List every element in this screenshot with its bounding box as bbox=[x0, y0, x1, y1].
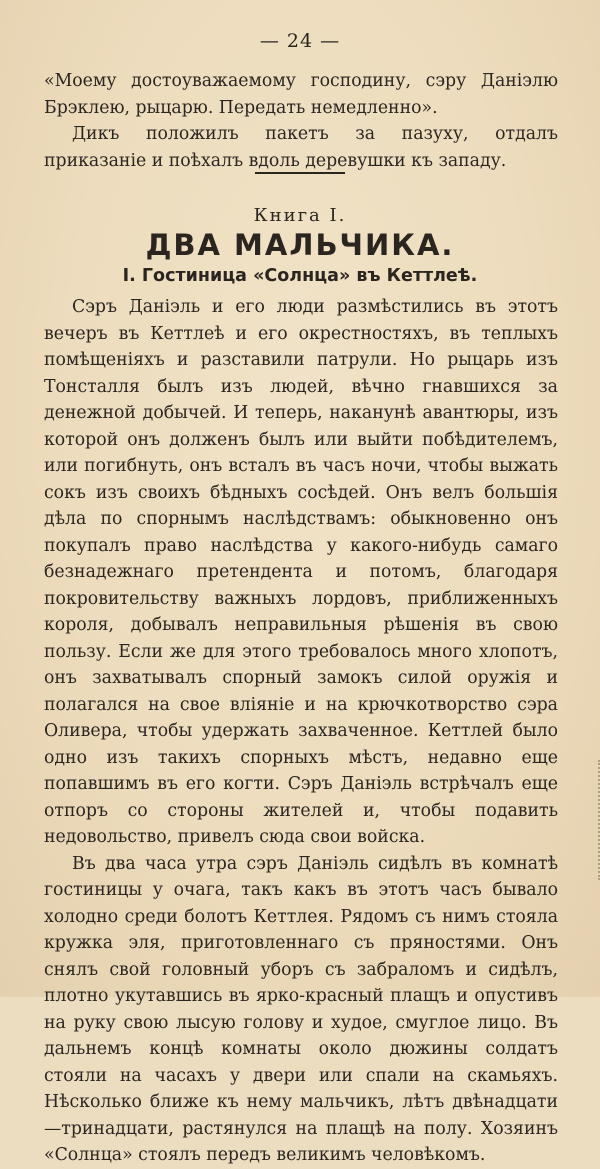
intro-paragraph-dick: Дикъ положилъ пакетъ за пазуху, отдалъ приказаніе и поѣхалъ вдоль деревушки къ западу. bbox=[44, 124, 558, 171]
chapter-text bbox=[44, 294, 558, 1169]
book-label: Книга I. bbox=[253, 205, 347, 226]
book-title: ДВА МАЛЬЧИКА. bbox=[145, 228, 455, 262]
intro-text bbox=[44, 68, 558, 174]
page-number: — 24 — bbox=[259, 30, 341, 52]
section-divider bbox=[255, 172, 345, 174]
chapter-paragraph-1: Сэръ Даніэль и его люди размѣстились въ этотъ вечеръ въ Кеттлеѣ и его окрестностяхъ, въ теплыхъ помѣщеніяхъ и разставили патрули. Но рыцарь изъ Тонсталля былъ изъ людей, вѣчно гнавшихся за денежной добычей. И теперь, наканунѣ авантюры, изъ которой онъ долженъ былъ или выйти побѣдителемъ, или погибнуть, онъ всталъ въ часъ ночи, чтобы выжать сокъ изъ своихъ бѣдныхъ сосѣдей. Онъ велъ большія дѣла по спорнымъ наслѣдствамъ: обыкновенно онъ покупалъ право наслѣдства у какого-нибудь самаго безнадежнаго претендента и потомъ, благодаря покровительству важныхъ лордовъ, приближенныхъ короля, добывалъ неправильныя рѣшенія въ свою пользу. Если же для этого требовалось много хлопотъ, онъ захватывалъ спорный замокъ силой оружія и полагался на свое вліяніе и на крючкотворство сэра Оливера, чтобы удержать захваченное. Кеттлей было одно изъ такихъ спорныхъ мѣстъ, недавно еще попавшимъ въ его когти. Сэръ Даніэль встрѣчалъ еще отпоръ со стороны жителей и, чтобы подавить недовольство, привелъ сюда свои войска. bbox=[44, 297, 558, 847]
page-edge-mark bbox=[592, 760, 600, 880]
intro-paragraph-letter: «Моему достоуважаемому господину, сэру Даніэлю Брэклею, рыцарю. Передать немедленно». bbox=[44, 71, 558, 118]
chapter-title: I. Гостиница «Солнца» въ Кеттлеѣ. bbox=[122, 266, 478, 286]
chapter-paragraph-2: Въ два часа утра сэръ Даніэль сидѣлъ въ комнатѣ гостиницы у очага, такъ какъ въ этотъ часъ бывало холодно среди болотъ Кеттлея. Рядомъ съ нимъ стояла кружка эля, приготовленнаго съ пряностями. Онъ снялъ свой головный уборъ съ забраломъ и сидѣлъ, плотно укутавшись въ ярко-красный плащъ и опустивъ на руку свою лысую голову и худое, смуглое лицо. Въ дальнемъ концѣ комнаты около дюжины солдатъ стояли на часахъ у двери или спали на скамьяхъ. Нѣсколько ближе къ нему мальчикъ, лѣтъ двѣнадцати—тринадцати, растянулся на плащѣ на полу. Хозяинъ «Солнца» стоялъ передъ великимъ человѣкомъ. bbox=[44, 853, 558, 1165]
